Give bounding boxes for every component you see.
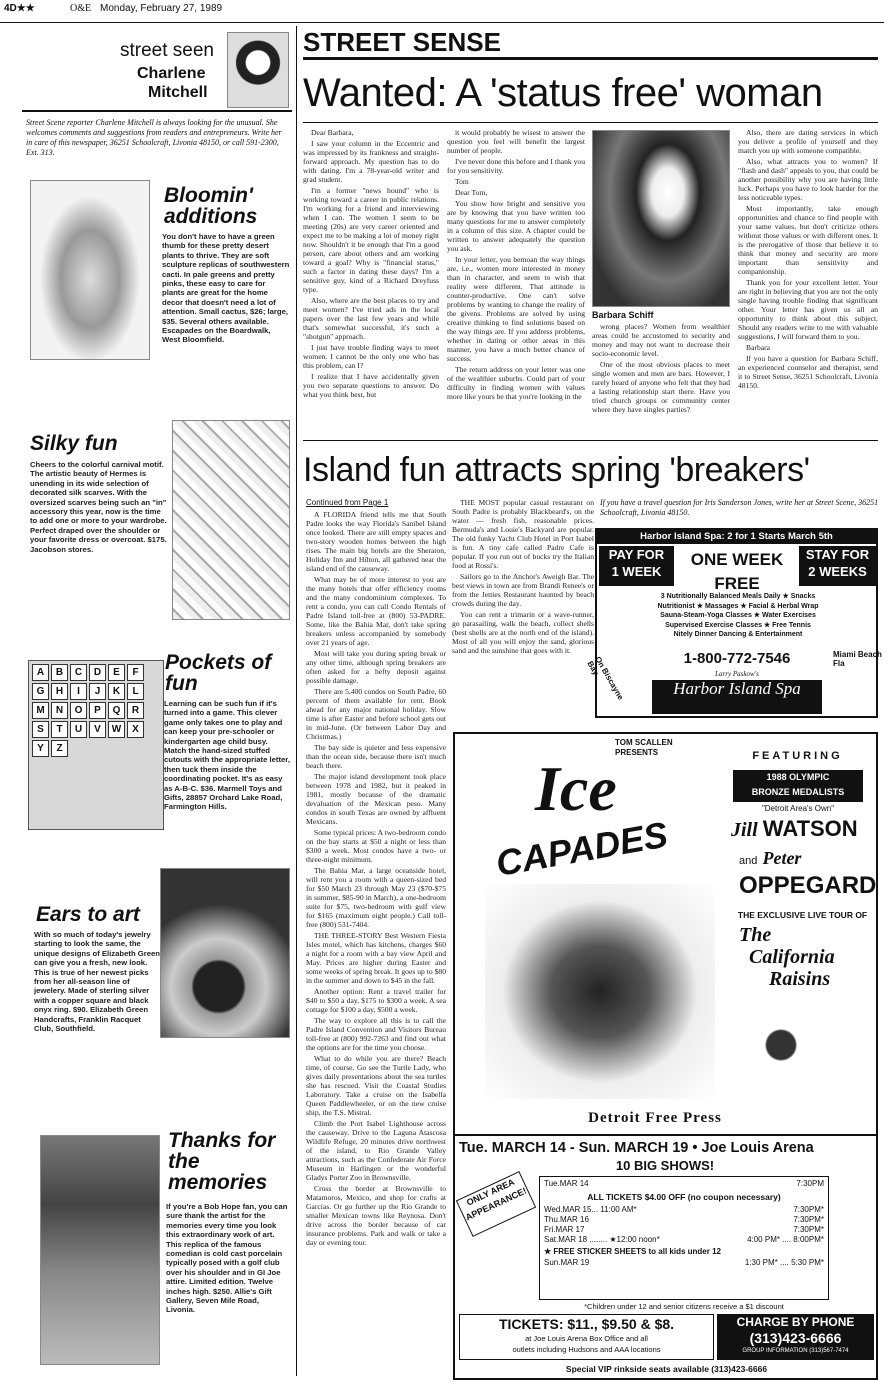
one-week-free-arc: ONE WEEK FREE (690, 550, 784, 593)
paragraph: it would probably be wisest to answer the question you feel will benefit the largest number of people. (447, 128, 585, 155)
raisins-line-3: Raisins (769, 968, 831, 990)
letter-tile: O (70, 702, 87, 719)
show-dates: Tue. MARCH 14 - Sun. MARCH 19 • Joe Louis Arena (459, 1140, 814, 1156)
photo-caption: Barbara Schiff (592, 310, 654, 320)
raisins-line-2: California (749, 946, 835, 968)
scarf-photo (172, 420, 290, 620)
letter-tile: G (32, 683, 49, 700)
street-seen-block (22, 30, 292, 110)
only-appearance-badge: ONLY AREA APPEARANCE! (456, 1171, 536, 1237)
pay-line-2: 1 WEEK (611, 564, 662, 579)
ticket-prices: TICKETS: $11., $9.50 & $8. (498, 1316, 675, 1332)
schedule-day: Thu.MAR 16 (544, 1215, 589, 1224)
spa-brand-small: Larry Paskow's (715, 670, 759, 678)
schedule-row-3 (544, 1225, 824, 1235)
letter-tile: T (51, 721, 68, 738)
paragraph: Also, what attracts you to women? If "flash and dash" appeals to you, that could be another possibility why you are having little luck. Perhaps you have to look harder for the less noticeable types. (738, 157, 878, 202)
stay-label (799, 546, 876, 586)
paragraph: The major island development took place between 1978 and 1982, but it peaked in 1981, mostly because of the dramatic devaluation of the Mexican peso. Many condos in south Texas are owned by affluent Mexicans. (306, 772, 446, 826)
sidebar-title-ears: Ears to art (36, 903, 140, 926)
sidebar-body-ears: With so much of today's jewelry starting to look the same, the unique designs of Elizabeth Green can give you a fresh, new look. This is true of her newest picks from her all-season line of jewelery. Made of sterling silver with a copper square and black onyx ring. $90. Elizabeth Green Handcrafts, Franklin Racquet Club, Southfield. (34, 930, 161, 1034)
spa-features (627, 592, 849, 652)
ice-ad-rule (455, 1134, 876, 1136)
page-number: 4D★★ (4, 3, 35, 14)
paragraph: Dear Tom, (455, 188, 488, 197)
children-discount: *Children under 12 and senior citizens receive a $1 discount (584, 1302, 784, 1311)
headline-rule (303, 122, 878, 123)
masthead: O&E (70, 3, 92, 14)
schedule-row-1 (544, 1205, 824, 1215)
ticket-outlets-2: outlets including Hudsons and AAA locations (512, 1345, 661, 1354)
letter-tile: Y (32, 740, 49, 757)
presenter: TOM SCALLEN PRESENTS (615, 738, 673, 757)
sidebar-divider (296, 26, 297, 1376)
letter-col-4 (738, 128, 878, 428)
medal-line-2: BRONZE MEDALISTS (751, 787, 845, 797)
schedule-day: Sun.MAR 19 (544, 1258, 590, 1267)
charge-label: CHARGE BY PHONE (736, 1315, 855, 1329)
letter-tile: E (108, 664, 125, 681)
schedule-row-5 (544, 1258, 824, 1268)
paragraph: The way to explore all this is to call the Padre Island Convention and Visitors Bureau toll-free at (800) 992-7263 and find out what the options are for the time you choose. (306, 1016, 446, 1052)
skater-2-last: OPPEGARD (739, 872, 877, 899)
spa-left-curve: On Biscayne Bay (585, 655, 626, 702)
sidebar-title-silky: Silky fun (30, 432, 118, 455)
letter-tile: Q (108, 702, 125, 719)
paragraph: Sailors go to the Anchor's Aweigh Bar. The best views in town are from Brandi Renee's or from the Jetties Restaurant haunted by beach crowds during the day. (452, 572, 594, 608)
paragraph: If you have a question for Barbara Schiff, an experienced counselor and therapist, send it to Street Sense, 36251 Schoolcraft, Livonia 48150. (738, 354, 878, 390)
letter-col-3 (592, 322, 730, 428)
medalists-box (733, 770, 863, 802)
charge-by-phone-box (717, 1314, 874, 1360)
spa-right-curve: Miami Beach Fla (833, 650, 882, 668)
ice-title-line-1: Ice (535, 753, 617, 824)
section-banner: STREET SENSE (303, 27, 501, 57)
banner-rule (303, 57, 878, 60)
paragraph: I've never done this before and I thank you for you sensitivity. (447, 157, 585, 175)
paragraph: Barbara (746, 343, 771, 352)
paragraph: I'm a former "news hound" who is working toward a career in public relations. I'm working for a friend and interviewing when I can. The women I seem to be meeting (20s) are very career oriented and expect me to be making a lot of money right now. Shouldn't it be enough that I'm a good person, care about others and am working toward a goal? Why is "financial status," such a factor in dating these days? I'm a sensitive guy, kind of a Richard Dreyfuss type. (303, 186, 439, 294)
street-seen-intro: Street Scene reporter Charlene Mitchell is always looking for the unusual. She welcomes comments and suggestions from readers and entrepreneurs. Write her in care of this newspaper, 36251 Schoolcraft, Livonia 48150, or call 591-2300, Ext. 313. (26, 118, 282, 157)
paragraph: One of the most obvious places to meet single women and men are bars. However, I rarely heard of anyone who felt that they had a lasting relationship start there. Have you tried church groups or community center where they have singles parties? (592, 360, 730, 414)
raisins-logo (739, 924, 869, 994)
paragraph: wrong places? Women from wealthier areas could be accustomed to security and money and may not want to decrease their socio-economic level. (592, 322, 730, 358)
paragraph: The bay side is quieter and less expensive than the ocean side, because there isn't much beach there. (306, 743, 446, 770)
paragraph: Another option: Rent a travel trailer for $40 to $50 a day, $175 to $300 a week. A sea cottage for $100 a day, $500 a week. (306, 987, 446, 1014)
skater-1-last: WATSON (762, 816, 858, 841)
skater-1-first: Jill (731, 819, 758, 841)
travel-question-tail: If you have a travel question for Iris Sanderson Jones, write her at Street Scene, 36251 Schoolcraft, Livonia 48150. (600, 498, 879, 517)
feature-5: Nitely Dinner Dancing & Entertainment (673, 631, 803, 638)
letter-tile: R (127, 702, 144, 719)
stay-line-2: 2 WEEKS (808, 564, 867, 579)
detroit-own: "Detroit Area's Own" (761, 804, 835, 813)
letter-tile: U (70, 721, 87, 738)
featuring-label: FEATURING (752, 750, 843, 762)
letter-tile: B (51, 664, 68, 681)
sidebar-title-memories: Thanks for the memories (168, 1129, 276, 1194)
sidebar-title-bloomin: Bloomin' additions (164, 184, 258, 228)
letter-tile: N (51, 702, 68, 719)
sidebar-body-pockets: Learning can be such fun if it's turned into a game. This clever game only takes one to play and can keep your pre-schooler or kindergarten age child busy. Match the hand-sized stuffed cutouts with the appropriate letter, then tuck them inside the coordinating pocket. It's as easy as A-B-C. $36. Marmell Toys and Gifts, 28857 Orchard Lake Road, Farmington Hills. (164, 699, 291, 812)
paragraph: Most will take you during spring break or any other time, although spring breakers are often asked for a hefty deposit against possible damage. (306, 649, 446, 685)
paragraph: Dear Barbara, (311, 128, 354, 137)
paragraph: The Bahia Mar, a large oceanside hotel, will rent you a room with a queen-sized bed for $50 March 23 through May 23 ($70-$75 in summer, $85-90 in March), a one-bedroom suite for $75, two-bedroom with gulf view for $165 (maximum eight people.) Call toll-free (800) 531-7404. (306, 866, 446, 929)
paragraph: Thank you for your excellent letter. Your are right in believing that you are not the only single having trouble finding that significant other. Your letter has given us all an opportunity to think about this subject. Should any readers write to me with valuable suggestions, I will forward them to you. (738, 278, 878, 341)
skater-2 (739, 848, 869, 872)
letter-tile: K (108, 683, 125, 700)
ticket-outlets-1: at Joe Louis Arena Box Office and all (525, 1334, 648, 1343)
paragraph: There are 5,400 condos on South Padre, 60 percent of them available for rent. Book ahead for any major national holiday. Slow time is after Easter and before school gets out in mid-June. (Or between Labor Day and Christmas.) (306, 687, 446, 741)
letter-tile: W (108, 721, 125, 738)
schedule-times: 7:30PM* (793, 1205, 824, 1214)
raisins-illustration (745, 1000, 865, 1090)
island-col-2 (452, 498, 594, 728)
paragraph: Climb the Port Isabel Lighthouse across the causeway. Drive to the Laguna Atascosa Wildlife Refuge, 20 minutes drive northwest of the island, to Rio Grande Valley attractions, such as the Confederate Air Force Museum in Harlingen or the wonderful Gladys Porter Zoo in Brownsville. (306, 1119, 446, 1182)
letter-tile: A (32, 664, 49, 681)
schedule-day: Sat.MAR 18 ........ ★12:00 noon* (544, 1235, 660, 1244)
barbara-schiff-photo (592, 130, 730, 307)
paragraph: In your letter, you bemoan the way things are, i.e., women more interested in money than in character, and seem to wish that reality were different. That attitude is counter-productive. One can't solve problems by wanting to change the reality of the givens. Problems are solved by using creative thinking to find solutions based on the way things are. If you address problems, whether in dating or other areas in this manner, you have a much better chance of success. (447, 255, 585, 363)
schedule-row-4 (544, 1235, 824, 1245)
earring-photo (160, 868, 290, 1038)
paragraph: A FLORIDA friend tells me that South Padre looks the way Florida's Sanibel Island once looked. There are still empty spaces and two-story wooden homes between the high rises. The main big hotels are the Sheraton, Holiday Inn and Hilton, all gathered near the island end of the causeway. (306, 510, 446, 573)
skater-1 (731, 816, 871, 846)
paragraph: I just have trouble finding ways to meet women. I cannot be the only one who has this problem, can I? (303, 343, 439, 370)
paragraph: What to do while you are there? Beach time, of course. Go see the Turtle Lady, who gives daily presentations about the sea turtles she has rescued. Visit the Coastal Studies Laboratory. Take a cruise on the Isabella Queen Paddlewheeler, or on the new cruise ship, the T.S. Mistral. (306, 1054, 446, 1117)
letters-game-photo (28, 660, 164, 830)
letter-tile: J (89, 683, 106, 700)
and-label: and (739, 855, 758, 867)
vip-seats: Special VIP rinkside seats available (313)423-6666 (565, 1364, 768, 1374)
schedule-row-0 (544, 1179, 824, 1189)
sidebar-body-silky: Cheers to the colorful carnival motif. The artistic beauty of Hermes is unending in its wide selection of decorated silk scarves. With the oversized scarves being such an "in" accessory this year, now is the time to add one or more to your wardrobe. Perfect draped over the shoulder or your favorite dress or overcoat. $175. Jacobson stores. (30, 460, 167, 554)
paragraph: Most importantly, take enough opportunities and chance to find people with your same values, but don't criticize others without those values or with different ones. It is the prerogative of those that believe it to think that money and security are more important than sensitivity and companionship. (738, 204, 878, 276)
letter-tile: Z (51, 740, 68, 757)
all-tickets-off: ALL TICKETS $4.00 OFF (no coupon necessary) (587, 1192, 781, 1202)
letters-grid (31, 663, 161, 758)
paragraph: Also, there are dating services in which you deliver a profile of yourself and they match you up with someone compatible. (738, 128, 878, 155)
sidebar-body-bloomin: You don't have to have a green thumb for these pretty desert plants to thrive. They are soft sculpture replicas of southwestern cacti. In pale greens and pretty pinks, these easy to care for plants are great for the home decor that doesn't need a lot of attention. Small cactus, $26; large, $35. Several others available. Escapades on the Boardwalk, West Bloomfield. (162, 232, 290, 345)
paragraph: I saw your column in the Eccentric and was impressed by its frankness and straight-forward approach. My question has to do with dating. I'm a 78-year-old writer and grad student. (303, 139, 439, 184)
paragraph: THE THREE-STORY Best Western Fiesta Isles motel, which has kitchens, charges $60 a night for a room with a bay view April and May. Prices are higher during Easter and some weeks of spring break. It goes up to $80 in the summer and down to $45 in the fall. (306, 931, 446, 985)
letter-headline: Wanted: A 'status free' woman (303, 71, 823, 115)
ten-big-shows: 10 BIG SHOWS! (615, 1158, 715, 1173)
ice-capades-top (455, 734, 876, 1134)
group-info: GROUP INFORMATION (313)567-7474 (742, 1348, 849, 1354)
paragraph: Some typical prices: A two-bedroom condo on the bay starts at $50 a night or less than $300 a week. Most condos have a two- or three-night minimum. (306, 828, 446, 864)
feature-4: Supervised Exercise Classes ★ Free Tennis (665, 621, 811, 629)
pay-label (599, 546, 674, 586)
feature-3: Sauna-Steam-Yoga Classes ★ Water Exercises (660, 612, 816, 619)
skaters-photo (485, 884, 715, 1099)
letter-tile: S (32, 721, 49, 738)
skater-2-first: Peter (762, 848, 802, 868)
schedule-day: Wed.MAR 15... 11:00 AM* (544, 1205, 637, 1214)
letter-tile: L (127, 683, 144, 700)
columnist-last-name: Mitchell (148, 84, 208, 101)
raisins-line-1: The (739, 924, 772, 946)
island-headline: Island fun attracts spring 'breakers' (303, 451, 810, 489)
schedule-day: Fri.MAR 17 (544, 1225, 585, 1234)
paragraph: THE MOST popular casual restaurant on South Padre is probably Blackbeard's, on the water — fresh fish, reasonable prices. Bermuda's and Louie's Backyard are popular. The old funky Yacht Club Hotel in Port Isabel is fun. A tiny cafe called Padre Cafe is popular. If you run out of bucks try the Italian food at Rossi's. (452, 498, 594, 570)
tickets-box (459, 1314, 714, 1360)
spa-banner: Harbor Island Spa: 2 for 1 Starts March 5th (597, 530, 876, 544)
schedule-times: 1:30 PM* .... 5:30 PM* (744, 1258, 824, 1267)
continued-line: Continued from Page 1 (306, 498, 389, 507)
paragraph: What may be of more interest to you are the many hotels that offer efficiency rooms and the many condominium complexes. To rent a condo, you can call Condo Rentals of Padre Island toll-free at (800) 53-PADRE. Some, like the Bahia Mar, don't take spring breakers unless accompanied by somebody over 21 years of age. (306, 575, 446, 647)
letter-tile: C (70, 664, 87, 681)
street-seen-rule (22, 110, 292, 112)
letter-tile: H (51, 683, 68, 700)
schedule-times: 7:30PM* (793, 1215, 824, 1224)
page-header (0, 0, 884, 22)
sticker-sheets: ★ FREE STICKER SHEETS to all kids under 12 (544, 1247, 721, 1256)
sponsor-logo: Detroit Free Press (588, 1110, 722, 1126)
sidebar-body-memories: If you're a Bob Hope fan, you can sure thank the artist for the memories every time you look this extraordinary work of art. This replica of the famous comedian is cold cast porcelain typically posed with a golf club over his shoulder and in GI Joe attire. Limited edition. Twelve inches high. $250. Allie's Gift Gallery, Seven Mile Road, Livonia. (166, 1202, 288, 1315)
schedule-times: 4:00 PM* .... 8:00PM* (747, 1235, 824, 1244)
letter-tile: X (127, 721, 144, 738)
header-rule (0, 22, 884, 23)
sidebar-title-pockets: Pockets of fun (165, 651, 272, 695)
schedule-times: 7:30PM* (793, 1225, 824, 1234)
letter-tile: D (89, 664, 106, 681)
pay-line-1: PAY FOR (608, 547, 665, 562)
schedule-times: 7:30PM (796, 1179, 824, 1188)
island-col-1 (306, 510, 446, 1380)
letter-col-1 (303, 128, 439, 428)
spa-phone: 1-800-772-7546 (683, 650, 791, 667)
medal-line-1: 1988 OLYMPIC (766, 772, 830, 782)
letter-tile: I (70, 683, 87, 700)
tour-label: THE EXCLUSIVE LIVE TOUR OF (737, 910, 868, 920)
paragraph: Also, where are the best places to try and meet women? I've tried ads in the local papers over the last few years and while that's somewhat successful, it's such a "shotgun" approach. (303, 296, 439, 341)
spa-brand: Harbor Island Spa (652, 680, 822, 714)
stay-line-1: STAY FOR (805, 547, 870, 562)
schedule-day: Tue.MAR 14 (544, 1179, 589, 1188)
bob-hope-figurine-photo (40, 1135, 160, 1365)
paragraph: Cross the border at Brownsville to Matamoros, Mexico, and shop for crafts at Garcias. Or go further up the Rio Grande to smaller Mexican towns like Reynosa. Don't drive across the border because of car insurance problems. Park and walk or take a day or evening tour. (306, 1184, 446, 1247)
story-divider (303, 440, 878, 441)
columnist-first-name: Charlene (137, 65, 206, 82)
harbor-spa-ad (585, 528, 882, 718)
cactus-photo (30, 180, 150, 360)
paragraph: You can rent a trimarin or a wave-runner, go parasailing, walk the beach, collect shells (best shells are at the north end of the island). Most of all you will enjoy the sand, glorious sand and the sunshine that goes with it. (452, 610, 594, 655)
ice-capades-ad (453, 732, 878, 1380)
issue-date: Monday, February 27, 1989 (100, 3, 223, 14)
feature-1: 3 Nutritionally Balanced Meals Daily ★ Snacks (660, 593, 816, 600)
schedule-box (539, 1176, 829, 1300)
charge-phone: (313)423-6666 (749, 1330, 842, 1346)
letter-tile: F (127, 664, 144, 681)
ice-title-line-2: CAPADES (492, 813, 671, 885)
letter-col-2 (447, 128, 585, 428)
paragraph: The return address on your letter was one of the wealthier suburbs. Could part of your difficulty in finding women with values more like yours be that you're looking in the (447, 365, 585, 401)
columnist-portrait (227, 32, 289, 108)
paragraph: I realize that I have accidentally given you two separate questions to answer. Do what you think best, but (303, 372, 439, 399)
schedule-row-2 (544, 1215, 824, 1225)
letter-tile: M (32, 702, 49, 719)
street-seen-label: street seen (120, 40, 214, 61)
letter-tile: V (89, 721, 106, 738)
paragraph: You show how bright and sensitive you are by knowing that you have written too many questions for me to answer completely in a column of this size. A chapter could be written to answer adequately the question you ask. (447, 199, 585, 253)
paragraph: Tom (455, 177, 469, 186)
feature-2: Nutritionist ★ Massages ★ Facial & Herbal Wrap (657, 602, 819, 610)
letter-tile: P (89, 702, 106, 719)
